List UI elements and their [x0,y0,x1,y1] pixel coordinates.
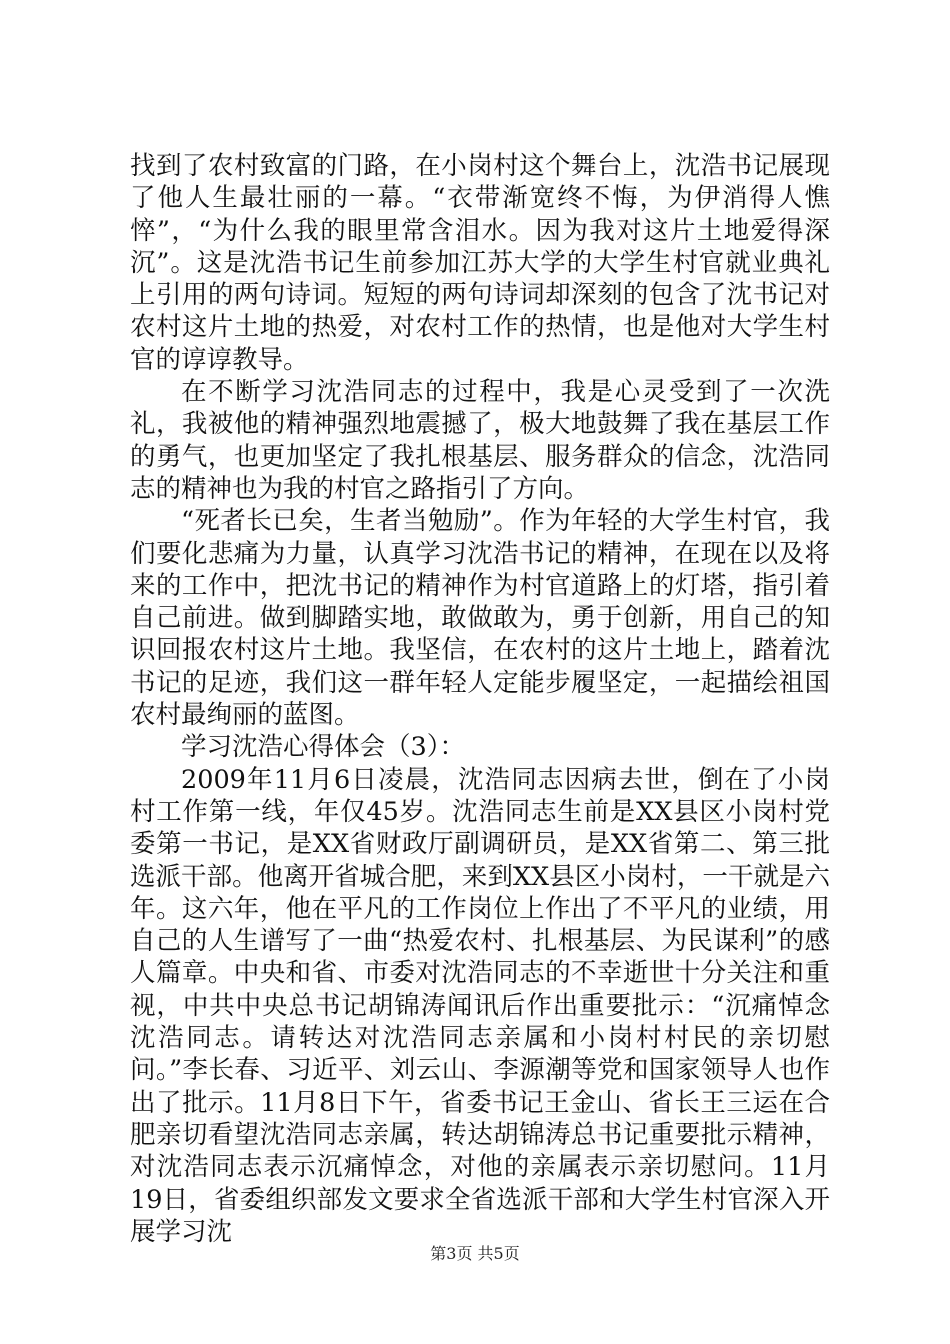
section-heading: 学习沈浩心得体会（3）： [181,732,465,763]
paragraph-1: 找到了农村致富的门路，在小岗村这个舞台上，沈浩书记展现了他人生最壮丽的一幕。“衣带渐宽终不悔，为伊消得人憔悴”，“为什么我的眼里常含泪水。因为我对这片土地爱得深沉”。这是沈浩书记生前参加江苏大学的大学生村官就业典礼上引用的两句诗词。短短的两句诗词却深刻的包含了沈书记对农村这片土地的热爱，对农村工作的热情，也是他对大学生村官的谆谆教导。 [130,151,830,375]
page-number-footer: 第3页 共5页 [430,1244,520,1263]
paragraph-3: “死者长已矣，生者当勉励”。作为年轻的大学生村官，我们要化悲痛为力量，认真学习沈浩书记的精神，在现在以及将来的工作中，把沈书记的精神作为村官道路上的灯塔，指引着自己前进。做到脚踏实地，敢做敢为，勇于创新，用自己的知识回报农村这片土地。我坚信，在农村的这片土地上，踏着沈书记的足迹，我们这一群年轻人定能步履坚定，一起描绘祖国农村最绚丽的蓝图。 [130,506,830,731]
document-body [130,150,830,1248]
paragraph-4: 2009年11月6日凌晨，沈浩同志因病去世，倒在了小岗村工作第一线，年仅45岁。沈浩同志生前是XX县区小岗村党委第一书记，是XX省财政厅副调研员，是XX省第二、第三批选派干部。他离开省城合肥，来到XX县区小岗村，一干就是六年。这六年，他在平凡的工作岗位上作出了不平凡的业绩，用自己的人生谱写了一曲“热爱农村、扎根基层、为民谋利”的感人篇章。中央和省、市委对沈浩同志的不幸逝世十分关注和重视，中共中央总书记胡锦涛闻讯后作出重要批示：“沉痛悼念沈浩同志。请转达对沈浩同志亲属和小岗村村民的亲切慰问。”李长春、习近平、刘云山、李源潮等党和国家领导人也作出了批示。11月8日下午，省委书记王金山、省长王三运在合肥亲切看望沈浩同志亲属，转达胡锦涛总书记重要批示精神，对沈浩同志表示沉痛悼念，对他的亲属表示亲切慰问。11月19日，省委组织部发文要求全省选派干部和大学生村官深入开展学习沈 [130,764,830,1247]
paragraph-2: 在不断学习沈浩同志的过程中，我是心灵受到了一次洗礼，我被他的精神强烈地震撼了，极大地鼓舞了我在基层工作的勇气，也更加坚定了我扎根基层、服务群众的信念，沈浩同志的精神也为我的村官之路指引了方向。 [130,377,830,504]
